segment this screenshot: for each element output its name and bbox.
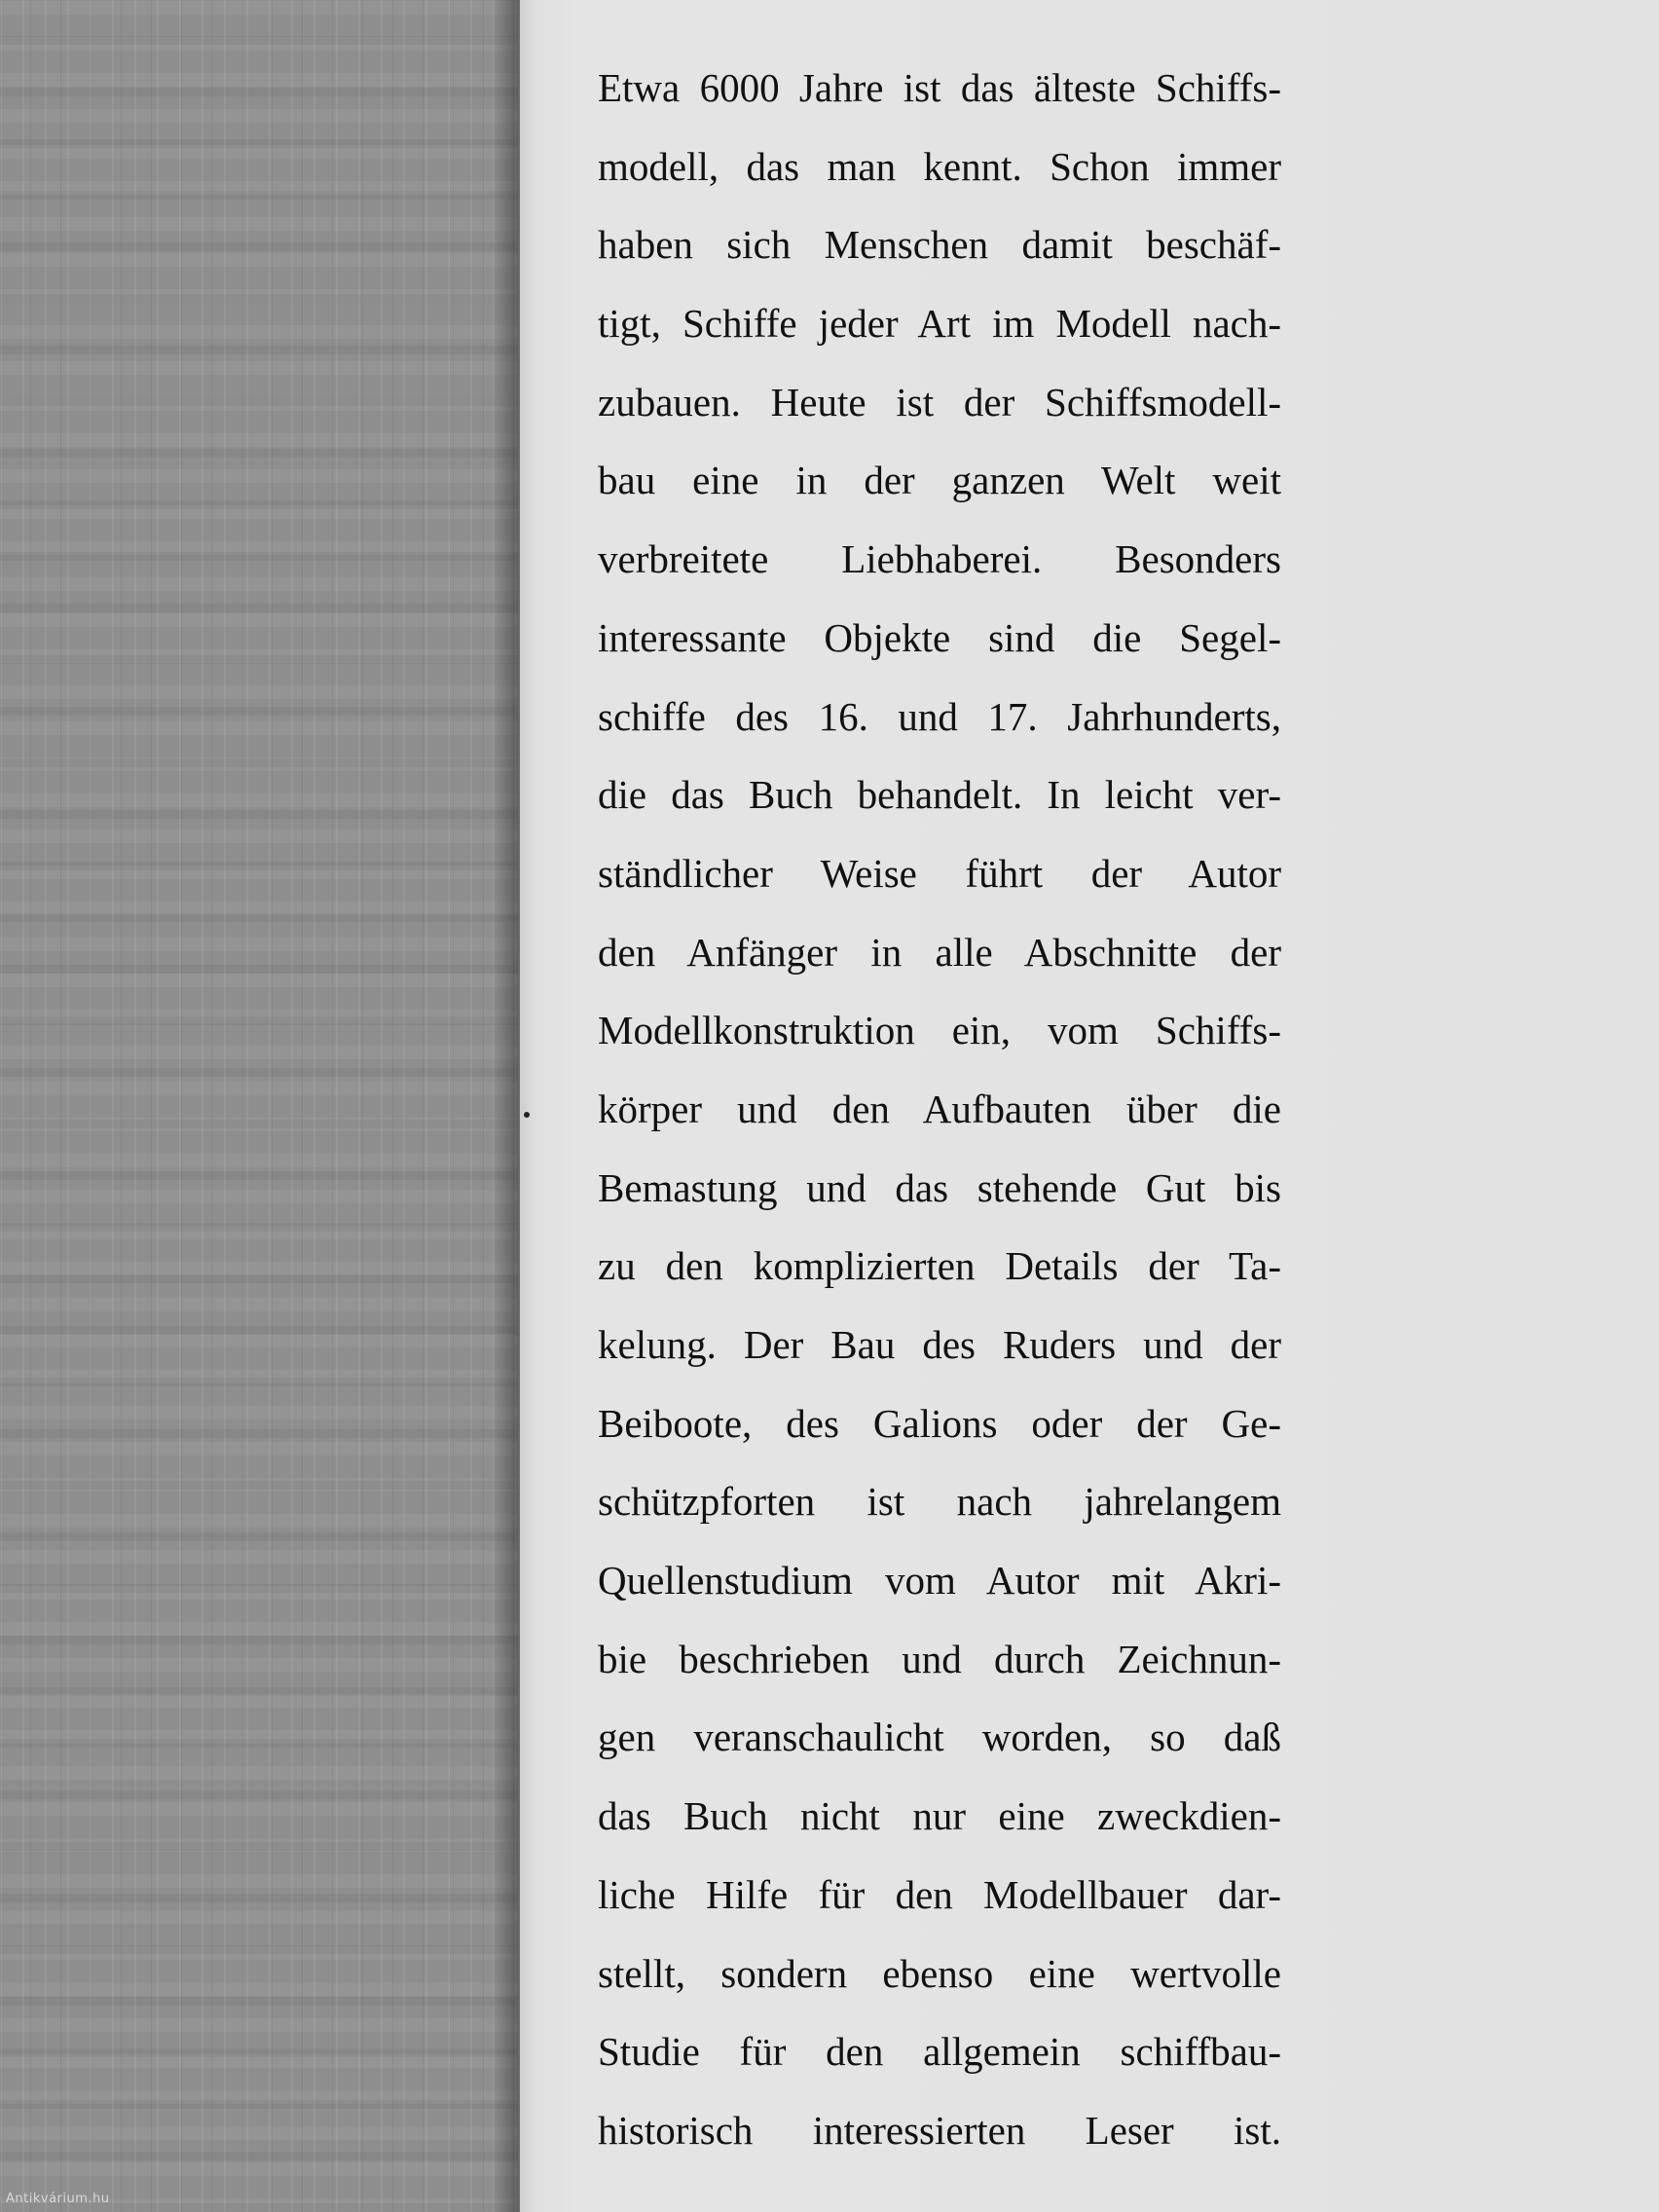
blurb-line-27: historisch interessierten Leser ist. <box>598 2107 1281 2153</box>
blurb-line-15: Bemastung und das stehende Gut bis <box>598 1164 1281 1210</box>
blurb-line-6: bau eine in der ganzen Welt weit <box>598 458 1281 503</box>
blurb-line-12: den Anfänger in alle Abschnitte der <box>598 929 1281 975</box>
blurb-line-13: Modellkonstruktion ein, vom Schiffs- <box>598 1008 1281 1053</box>
watermark: Antikvárium.hu <box>6 2192 110 2206</box>
blurb-line-23: das Buch nicht nur eine zweckdien- <box>598 1793 1281 1839</box>
blurb-line-11: ständlicher Weise führt der Autor <box>598 850 1281 896</box>
blurb-line-18: Beiboote, des Galions oder der Ge- <box>598 1400 1281 1446</box>
blurb-line-14: körper und den Aufbauten über die <box>598 1086 1281 1131</box>
blurb-line-16: zu den komplizierten Details der Ta- <box>598 1243 1281 1289</box>
blurb-line-2: modell, das man kennt. Schon immer <box>598 143 1281 189</box>
blurb-line-17: kelung. Der Bau des Ruders und der <box>598 1322 1281 1367</box>
textured-board-background <box>0 0 531 2212</box>
blurb-line-21: bie beschrieben und durch Zeichnun- <box>598 1636 1281 1681</box>
blurb-line-7: verbreitete Liebhaberei. Besonders <box>598 536 1281 582</box>
blurb-line-9: schiffe des 16. und 17. Jahrhunderts, <box>598 693 1281 739</box>
blurb-line-1: Etwa 6000 Jahre ist das älteste Schiffs- <box>598 65 1281 110</box>
blurb-text <box>598 49 1281 2170</box>
blurb-line-25: stellt, sondern ebenso eine wertvolle <box>598 1950 1281 1996</box>
blurb-line-20: Quellenstudium vom Autor mit Akri- <box>598 1558 1281 1604</box>
paper-speck <box>524 1112 530 1118</box>
blurb-line-10: die das Buch behandelt. In leicht ver- <box>598 772 1281 818</box>
blurb-line-8: interessante Objekte sind die Segel- <box>598 614 1281 660</box>
blurb-line-26: Studie für den allgemein schiffbau- <box>598 2029 1281 2075</box>
blurb-line-24: liche Hilfe für den Modellbauer dar- <box>598 1871 1281 1917</box>
blurb-line-4: tigt, Schiffe jeder Art im Modell nach- <box>598 301 1281 347</box>
blurb-line-3: haben sich Menschen damit beschäf- <box>598 222 1281 268</box>
blurb-line-19: schützpforten ist nach jahrelangem <box>598 1479 1281 1525</box>
blurb-line-5: zubauen. Heute ist der Schiffsmodell- <box>598 379 1281 424</box>
blurb-line-22: gen veranschaulicht worden, so daß <box>598 1714 1281 1760</box>
